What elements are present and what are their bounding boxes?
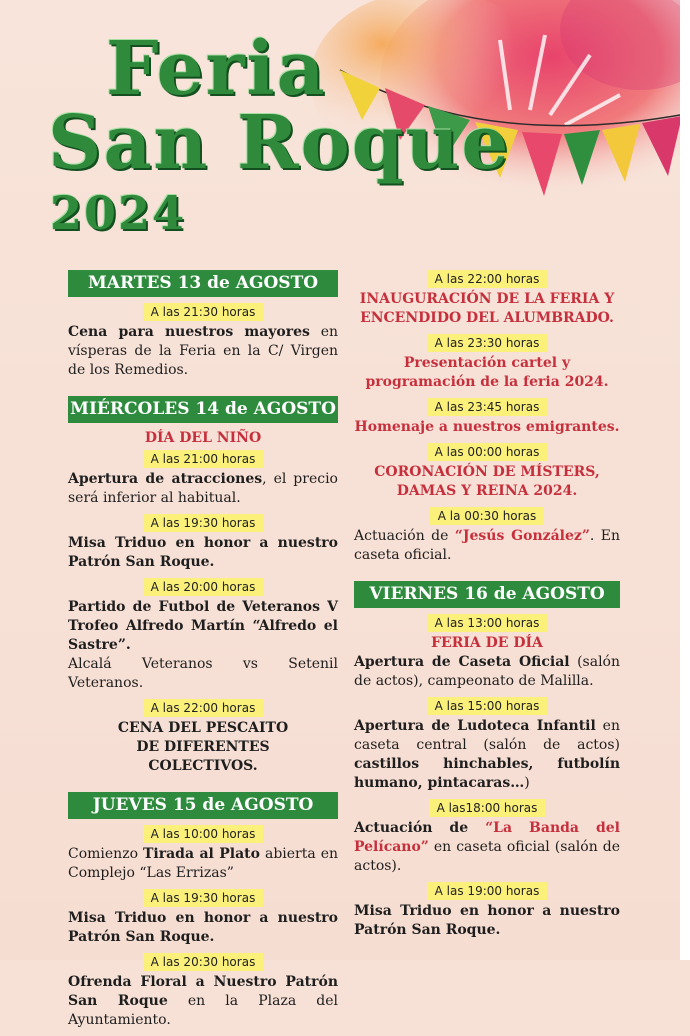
event-description: Comienzo Tirada al Plato abierta en Complejo “Las Errizas”: [68, 846, 338, 881]
title-line-2: San Roque: [48, 100, 511, 186]
event-time: A las 00:00 horas: [427, 443, 548, 461]
day-header-martes: MARTES 13 de AGOSTO: [68, 270, 338, 297]
event-description: Cena para nuestros mayores en vísperas de la Feria en la C/ Virgen de los Remedios.: [68, 324, 338, 378]
event-description: Actuación de “La Banda del Pelícano” en caseta oficial (salón de actos).: [354, 820, 620, 874]
event-time: A las 15:00 horas: [427, 697, 548, 715]
event-description: Partido de Futbol de Veteranos V Trofeo Alfredo Martín “Alfredo el Sastre”. Alcalá Veteranos vs Setenil Veteranos.: [68, 599, 338, 691]
event-time: A las 20:30 horas: [143, 953, 264, 971]
event-time: A las 22:00 horas: [143, 699, 264, 717]
event-description: Presentación cartel y programación de la feria 2024.: [365, 355, 609, 390]
event-time: A las 21:30 horas: [143, 303, 264, 321]
day-subtitle: DÍA DEL NIÑO: [144, 430, 262, 446]
event-description: Homenaje a nuestros emigrantes.: [354, 419, 620, 435]
event-time: A las 19:30 horas: [143, 889, 264, 907]
event-time: A la 00:30 horas: [430, 507, 544, 525]
event-time: A las18:00 horas: [429, 799, 546, 817]
title-year: 2024: [50, 186, 187, 240]
day-header-jueves: JUEVES 15 de AGOSTO: [68, 792, 338, 819]
event-time: A las 23:45 horas: [427, 398, 548, 416]
event-description: INAUGURACIÓN DE LA FERIA Y ENCENDIDO DEL ALUMBRADO.: [359, 291, 615, 326]
title-line-1: Feria: [106, 26, 327, 112]
event-description: Misa Triduo en honor a nuestro Patrón San Roque.: [68, 535, 338, 570]
event-description: Misa Triduo en honor a nuestro Patrón San Roque.: [68, 910, 338, 945]
day-header-miercoles: MIÉRCOLES 14 de AGOSTO: [68, 396, 338, 423]
event-time: A las 13:00 horas: [427, 614, 548, 632]
event-description: Ofrenda Floral a Nuestro Patrón San Roque en la Plaza del Ayuntamiento.: [68, 974, 338, 1028]
event-description: CENA DEL PESCAITO DE DIFERENTES COLECTIVOS.: [117, 720, 289, 774]
event-description: Apertura de atracciones, el precio será inferior al habitual.: [68, 471, 338, 506]
event-description: Apertura de Caseta Oficial (salón de actos), campeonato de Malilla.: [354, 654, 620, 689]
event-time: A las 21:00 horas: [143, 450, 264, 468]
day-header-viernes: VIERNES 16 de AGOSTO: [354, 581, 620, 608]
event-time: A las 23:30 horas: [427, 334, 548, 352]
event-time: A las 22:00 horas: [427, 270, 548, 288]
event-time: A las 19:30 horas: [143, 514, 264, 532]
event-time: A las 20:00 horas: [143, 578, 264, 596]
event-time: A las 19:00 horas: [427, 882, 548, 900]
right-column: [354, 268, 620, 946]
day-subtitle: FERIA DE DÍA: [431, 635, 543, 651]
page-edge: [680, 0, 690, 960]
left-column: [68, 268, 338, 1036]
event-description: Actuación de “Jesús González”. En caseta oficial.: [354, 528, 620, 563]
event-description: Apertura de Ludoteca Infantil en caseta central (salón de actos) castillos hinchables, futbolín humano, pintacaras…): [354, 718, 620, 791]
event-description: Misa Triduo en honor a nuestro Patrón San Roque.: [354, 903, 620, 938]
event-description: CORONACIÓN DE MÍSTERS, DAMAS Y REINA 2024.: [374, 464, 600, 499]
event-time: A las 10:00 horas: [143, 825, 264, 843]
